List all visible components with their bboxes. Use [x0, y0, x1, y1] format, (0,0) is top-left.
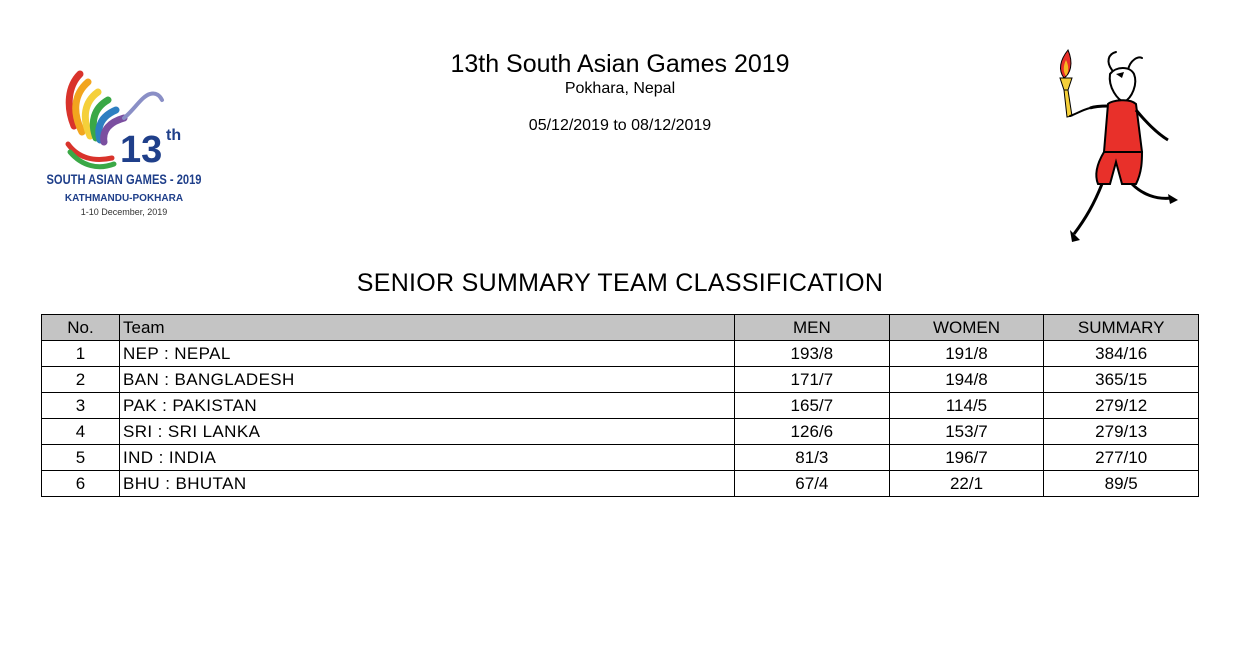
report-title: SENIOR SUMMARY TEAM CLASSIFICATION	[356, 269, 884, 297]
cell-no: 3	[42, 393, 120, 419]
cell-team: IND : INDIA	[120, 445, 735, 471]
team-classification-table	[41, 314, 1199, 497]
cell-team: BHU : BHUTAN	[120, 471, 735, 497]
cell-summary: 277/10	[1044, 445, 1199, 471]
table-row	[42, 445, 1199, 471]
event-location: Pokhara, Nepal	[564, 80, 676, 97]
column-header-men: MEN	[735, 315, 890, 341]
cell-no: 5	[42, 445, 120, 471]
cell-no: 1	[42, 341, 120, 367]
table-row	[42, 393, 1199, 419]
logo-name: SOUTH ASIAN GAMES - 2019	[46, 171, 202, 187]
cell-men: 81/3	[735, 445, 890, 471]
cell-women: 114/5	[889, 393, 1044, 419]
cell-men: 193/8	[735, 341, 890, 367]
table-row	[42, 341, 1199, 367]
column-header-no: No.	[42, 315, 120, 341]
cell-women: 153/7	[889, 419, 1044, 445]
cell-summary: 89/5	[1044, 471, 1199, 497]
cell-men: 67/4	[735, 471, 890, 497]
logo-cities: KATHMANDU-POKHARA	[64, 193, 184, 204]
cell-summary: 384/16	[1044, 341, 1199, 367]
cell-women: 194/8	[889, 367, 1044, 393]
cell-team: PAK : PAKISTAN	[120, 393, 735, 419]
cell-no: 4	[42, 419, 120, 445]
table-row	[42, 367, 1199, 393]
cell-women: 196/7	[889, 445, 1044, 471]
mascot-icon	[1046, 44, 1186, 244]
cell-women: 22/1	[889, 471, 1044, 497]
cell-team: NEP : NEPAL	[120, 341, 735, 367]
column-header-summary: SUMMARY	[1044, 315, 1199, 341]
event-dates: 05/12/2019 to 08/12/2019	[528, 117, 712, 134]
cell-men: 165/7	[735, 393, 890, 419]
cell-no: 2	[42, 367, 120, 393]
torch-icon	[1060, 50, 1072, 117]
cell-women: 191/8	[889, 341, 1044, 367]
swoosh-icon	[68, 144, 114, 167]
column-header-women: WOMEN	[889, 315, 1044, 341]
column-header-team: Team	[120, 315, 735, 341]
logo-dates: 1-10 December, 2019	[80, 207, 168, 217]
cell-team: SRI : SRI LANKA	[120, 419, 735, 445]
logo-number: 13	[120, 129, 163, 171]
table-header-row	[42, 315, 1199, 341]
table-row	[42, 471, 1199, 497]
cell-team: BAN : BANGLADESH	[120, 367, 735, 393]
event-title: 13th South Asian Games 2019	[450, 50, 790, 78]
cell-summary: 279/13	[1044, 419, 1199, 445]
cell-men: 126/6	[735, 419, 890, 445]
cell-no: 6	[42, 471, 120, 497]
cell-summary: 365/15	[1044, 367, 1199, 393]
cell-summary: 279/12	[1044, 393, 1199, 419]
cell-men: 171/7	[735, 367, 890, 393]
logo-number-suffix: th	[166, 127, 182, 144]
table-row	[42, 419, 1199, 445]
